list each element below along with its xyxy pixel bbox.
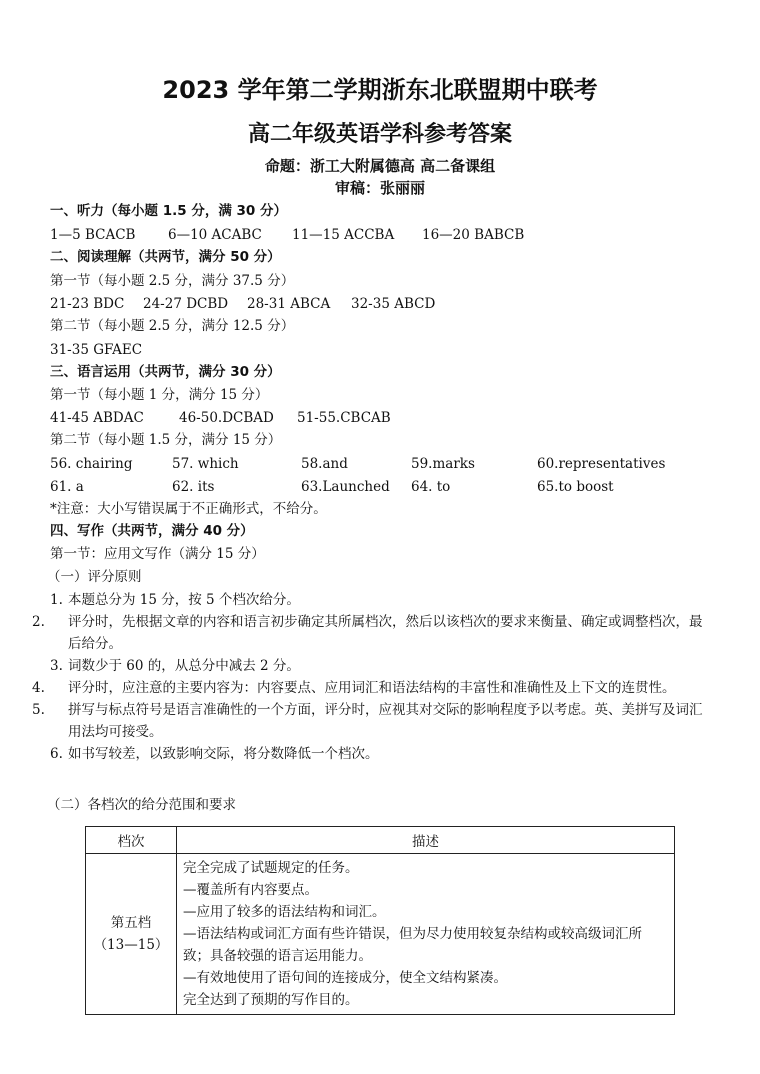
answer-group: 1—5 BCACB: [50, 227, 136, 243]
answer-group: 31-35 GFAEC: [50, 342, 143, 358]
ranges-heading: （二）各档次的给分范围和要求: [47, 797, 236, 813]
principle-item: 4. 评分时，应注意的主要内容为：内容要点、应用词汇和语法结构的丰富性和准确性及上下文的连贯性。: [32, 680, 676, 696]
reading-sec2-heading: 第二节（每小题 2.5 分，满分 12.5 分）: [50, 318, 295, 334]
answer-item: 64. to: [411, 479, 451, 495]
answer-group: 51-55.CBCAB: [297, 410, 391, 426]
description-line: 完全达到了预期的写作目的。: [183, 992, 359, 1008]
language-sec1-heading: 第一节（每小题 1 分，满分 15 分）: [50, 387, 269, 403]
answer-group: 16—20 BABCB: [422, 227, 525, 243]
table-header-row: [86, 827, 675, 854]
principle-item: 5. 拼写与标点符号是语言准确性的一个方面，评分时，应视其对交际的影响程度予以考虑。英、美拼写及词汇用法均可接受。: [32, 702, 703, 740]
case-note: *注意：大小写错误属于不正确形式，不给分。: [50, 501, 327, 517]
answer-group: 11—15 ACCBA: [292, 227, 395, 243]
answer-group: 28-31 ABCA: [247, 296, 331, 312]
answer-item: 65.to boost: [537, 479, 614, 495]
table-row: [86, 854, 675, 1015]
grading-table: [85, 826, 675, 1015]
section-reading-heading: 二、阅读理解（共两节，满分 50 分）: [50, 249, 281, 265]
document-title: 2023 学年第二学期浙东北联盟期中联考: [162, 76, 598, 104]
section-language-heading: 三、语言运用（共两节，满分 30 分）: [50, 364, 281, 380]
section-listening-heading: 一、听力（每小题 1.5 分，满 30 分）: [50, 203, 288, 219]
principles-heading: （一）评分原则: [47, 569, 142, 585]
document-subtitle: 高二年级英语学科参考答案: [247, 122, 512, 147]
description-line: 完全完成了试题规定的任务。: [183, 860, 359, 876]
principle-item: 2. 评分时，先根据文章的内容和语言初步确定其所属档次，然后以该档次的要求来衡量、确定或调整档次，最后给分。: [32, 614, 703, 652]
answer-group: 6—10 ACABC: [168, 227, 262, 243]
description-line: —应用了较多的语法结构和词汇。: [183, 904, 386, 920]
description-line: —语法结构或词汇方面有些许错误，但为尽力使用较复杂结构或较高级词汇所致；具备较强的语言运用能力。: [183, 926, 642, 964]
section-writing-heading: 四、写作（共两节，满分 40 分）: [50, 523, 254, 539]
answer-item: 59.marks: [411, 456, 475, 472]
column-header-description: 描述: [177, 827, 675, 854]
author-line: 命题：浙工大附属德高 高二备课组: [264, 157, 496, 175]
answer-item: 61. a: [50, 479, 84, 495]
description-line: —有效地使用了语句间的连接成分，使全文结构紧凑。: [183, 970, 507, 986]
answer-group: 41-45 ABDAC: [50, 410, 144, 426]
answer-item: 63.Launched: [301, 479, 390, 495]
level-cell: [86, 854, 177, 1015]
answer-group: 46-50.DCBAD: [179, 410, 274, 426]
level-range: （13—15）: [93, 937, 169, 953]
principle-item: 6. 如书写较差，以致影响交际，将分数降低一个档次。: [50, 746, 379, 762]
description-line: —覆盖所有内容要点。: [183, 882, 318, 898]
principle-item: 1. 本题总分为 15 分，按 5 个档次给分。: [50, 592, 300, 608]
reviewer-line: 审稿：张丽丽: [334, 179, 425, 197]
answer-item: 60.representatives: [537, 456, 666, 472]
principle-item: 3. 词数少于 60 的，从总分中减去 2 分。: [50, 658, 300, 674]
description-cell: [177, 854, 675, 1015]
answer-item: 56. chairing: [50, 456, 133, 472]
answer-group: 32-35 ABCD: [351, 296, 436, 312]
answer-item: 58.and: [301, 456, 348, 472]
column-header-level: 档次: [86, 827, 177, 854]
reading-sec1-heading: 第一节（每小题 2.5 分，满分 37.5 分）: [50, 273, 295, 289]
answer-group: 21-23 BDC: [50, 296, 125, 312]
answer-group: 24-27 DCBD: [143, 296, 229, 312]
writing-sec1-heading: 第一节：应用文写作（满分 15 分）: [50, 546, 265, 562]
answer-item: 57. which: [172, 456, 239, 472]
level-name: 第五档: [110, 915, 152, 931]
scoring-principles: [32, 589, 715, 765]
answer-item: 62. its: [172, 479, 215, 495]
language-sec2-heading: 第二节（每小题 1.5 分，满分 15 分）: [50, 432, 282, 448]
